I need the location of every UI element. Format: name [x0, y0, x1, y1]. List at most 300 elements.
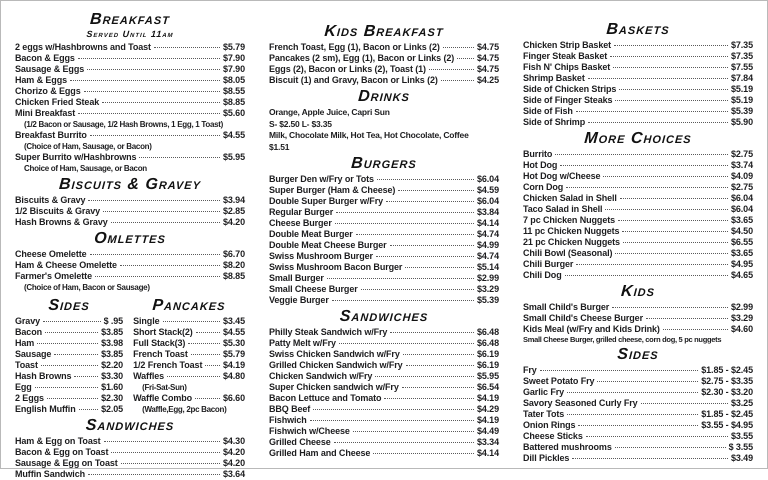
menu-item-price: $8.85 [222, 97, 245, 107]
menu-item-price: $8.20 [222, 260, 245, 270]
menu-item [133, 338, 245, 349]
menu-item [523, 51, 753, 62]
menu-item [523, 376, 753, 387]
dotted-leader [361, 289, 474, 290]
menu-item [269, 42, 499, 53]
menu-item-name: 11 pc Chicken Nuggets [523, 226, 620, 236]
menu-item [133, 316, 245, 327]
menu-item [133, 371, 245, 382]
menu-item-name: French Toast, Egg (1), Bacon or Links (2) [269, 42, 440, 52]
menu-item [269, 174, 499, 185]
menu-item [523, 40, 753, 51]
dotted-leader [565, 275, 728, 276]
dotted-leader [578, 425, 698, 426]
menu-item [15, 86, 245, 97]
menu-item-price: $2.75 [730, 149, 753, 159]
menu-item-name: Sausage & Eggs [15, 64, 85, 74]
menu-item-name: Small Cheese Burger [269, 284, 358, 294]
dotted-leader [588, 122, 728, 123]
dotted-leader [335, 223, 474, 224]
menu-item-name: Chorizo & Eggs [15, 86, 81, 96]
dotted-leader [403, 354, 474, 355]
menu-item-name: Toast [15, 360, 38, 370]
menu-item [15, 349, 123, 360]
menu-item-price: $ .95 [103, 316, 124, 326]
menu-item-price: $3.85 [101, 327, 124, 337]
dotted-leader [555, 154, 728, 155]
dotted-leader [576, 111, 728, 112]
menu-item-price: $4.75 [476, 64, 499, 74]
menu-item-name: 2 Eggs [15, 393, 44, 403]
menu-item-name: Fishwich w/Cheese [269, 426, 350, 436]
menu-item-note: (Waffle,Egg, 2pc Bacon) [142, 405, 227, 414]
menu-item [133, 349, 245, 360]
menu-item-price: $4.65 [730, 270, 753, 280]
menu-item [269, 437, 499, 448]
menu-item [523, 387, 753, 398]
dotted-leader [37, 343, 98, 344]
menu-text-line: $1.51 [269, 141, 290, 152]
menu-item-name: Gravy [15, 316, 41, 326]
section-subtitle-breakfast: Served Until 11am [86, 29, 174, 39]
menu-text-line: Milk, Chocolate Milk, Hot Tea, Hot Chocolate, Coffee [269, 130, 469, 140]
menu-item [269, 251, 499, 262]
menu-item [523, 324, 753, 335]
menu-item-name: Cheese Sticks [523, 431, 583, 441]
menu-item-name: 1/2 Biscuits & Gravy [15, 206, 101, 216]
dotted-leader [78, 58, 220, 59]
menu-item-name: Sweet Potato Fry [523, 376, 595, 386]
menu-item [523, 73, 753, 84]
menu-item [15, 249, 245, 260]
dotted-leader [356, 234, 474, 235]
menu-item [15, 75, 245, 86]
menu-item-price: $4.59 [476, 185, 499, 195]
dotted-leader [336, 212, 474, 213]
dotted-leader [88, 200, 220, 201]
menu-item-name: Swiss Mushroom Burger [269, 251, 373, 261]
menu-item-price: $5.30 [222, 338, 245, 348]
menu-item-name: Savory Seasoned Curly Fry [523, 398, 638, 408]
menu-item [269, 218, 499, 229]
dotted-leader [196, 332, 220, 333]
dotted-leader [90, 254, 220, 255]
menu-item-name: Hash Browns & Gravy [15, 217, 108, 227]
section-header-sandwiches: Sandwiches [85, 417, 175, 434]
menu-item [523, 453, 753, 464]
dotted-leader [188, 343, 220, 344]
menu-item-name: Taco Salad in Shell [523, 204, 603, 214]
menu-item-price: $4.19 [476, 393, 499, 403]
menu-item [523, 62, 753, 73]
menu-item [15, 108, 245, 119]
menu-item [269, 53, 499, 64]
menu-item-name: Sausage & Egg on Toast [15, 458, 118, 468]
menu-item [269, 273, 499, 284]
menu-item-price: $1.85 - $2.45 [701, 365, 753, 375]
menu-item-name: Chicken Fried Steak [15, 97, 100, 107]
menu-item-price: $3.65 [730, 248, 753, 258]
dotted-leader [332, 300, 474, 301]
menu-item-name: Burger Den w/Fry or Tots [269, 174, 374, 184]
dotted-leader [310, 420, 474, 421]
menu-item-price: $3.45 [222, 316, 245, 326]
menu-item-name: Ham & Egg on Toast [15, 436, 101, 446]
dotted-leader [84, 91, 220, 92]
menu-item-name: Fish N' Chips Basket [523, 62, 611, 72]
menu-item [269, 229, 499, 240]
menu-item-name: 21 pc Chicken Nuggets [523, 237, 620, 247]
menu-item [523, 204, 753, 215]
section-burgers [269, 156, 499, 306]
menu-item-name: Chicken Strip Basket [523, 40, 612, 50]
dotted-leader [121, 463, 220, 464]
dotted-leader [429, 69, 474, 70]
section-more-choices [523, 131, 753, 281]
menu-item [269, 185, 499, 196]
dotted-leader [327, 278, 474, 279]
menu-item-price: $5.19 [730, 95, 753, 105]
dotted-leader [597, 381, 698, 382]
menu-item-price: $4.95 [730, 259, 753, 269]
dotted-leader [540, 370, 699, 371]
section-baskets [523, 22, 753, 128]
dotted-leader [615, 253, 728, 254]
menu-item-name: Double Meat Cheese Burger [269, 240, 387, 250]
section-sandwiches [269, 309, 499, 459]
menu-item-name: Side of Finger Steaks [523, 95, 613, 105]
menu-column-right [523, 9, 753, 462]
menu-item-name: Full Stack(3) [133, 338, 186, 348]
section-sides-pancakes [15, 295, 245, 415]
menu-item [523, 215, 753, 226]
menu-item-note: (Choice of Ham, Sausage, or Bacon) [24, 142, 152, 151]
dotted-leader [47, 398, 98, 399]
menu-item-name: Bacon [15, 327, 43, 337]
menu-item-name: Garlic Fry [523, 387, 565, 397]
menu-item [269, 64, 499, 75]
menu-item-name: Single [133, 316, 160, 326]
menu-item-note: (Fri-Sat-Sun) [142, 383, 187, 392]
menu-item-name: Egg [15, 382, 32, 392]
menu-item-price: $4.30 [222, 436, 245, 446]
menu-item [523, 237, 753, 248]
menu-item-price: $3.34 [476, 437, 499, 447]
dotted-leader [603, 176, 728, 177]
menu-item-price: $4.80 [222, 371, 245, 381]
menu-item [15, 469, 245, 480]
dotted-leader [390, 332, 474, 333]
menu-item [269, 404, 499, 415]
menu-item-name: Bacon Lettuce and Tomato [269, 393, 382, 403]
dotted-leader [406, 365, 474, 366]
menu-item-price: $6.04 [476, 174, 499, 184]
dotted-leader [457, 58, 474, 59]
menu-item-name: Chili Burger [523, 259, 574, 269]
menu-item-price: $3.25 [730, 398, 753, 408]
menu-item-price: $6.55 [730, 237, 753, 247]
menu-item-name: Farmer's Omelette [15, 271, 92, 281]
menu-item-price: $8.85 [222, 271, 245, 281]
menu-column-left [15, 9, 245, 479]
section-header-kids-breakfast: Kids Breakfast [323, 23, 445, 40]
menu-item-name: French Toast [133, 349, 188, 359]
dotted-leader [88, 474, 220, 475]
section-header-sides: Sides [47, 297, 91, 314]
menu-item-name: Hot Dog [523, 160, 558, 170]
menu-item-price: $4.25 [476, 75, 499, 85]
dotted-leader [41, 365, 98, 366]
menu-item-name: Chili Dog [523, 270, 562, 280]
menu-item [15, 53, 245, 64]
section-kids-breakfast [269, 24, 499, 86]
menu-item-name: Grilled Cheese [269, 437, 331, 447]
menu-item-name: Chicken Sandwich w/Fry [269, 371, 373, 381]
menu-item-name: Side of Shrimp [523, 117, 586, 127]
dotted-leader [623, 242, 728, 243]
menu-item [523, 365, 753, 376]
menu-item [523, 193, 753, 204]
dotted-leader [313, 409, 474, 410]
dotted-leader [154, 47, 220, 48]
menu-item [523, 84, 753, 95]
menu-item [269, 371, 499, 382]
section-sides [15, 295, 123, 415]
menu-item-price: $4.99 [476, 240, 499, 250]
section-kids [523, 284, 753, 344]
menu-item-name: 7 pc Chicken Nuggets [523, 215, 616, 225]
menu-item [523, 313, 753, 324]
dotted-leader [567, 414, 698, 415]
dotted-leader [402, 387, 474, 388]
menu-item-price: $5.14 [476, 262, 499, 272]
dotted-leader [79, 409, 98, 410]
menu-item [269, 295, 499, 306]
menu-item-name: Grilled Chicken Sandwich w/Fry [269, 360, 403, 370]
dotted-leader [588, 78, 728, 79]
menu-item-name: Biscuits & Gravy [15, 195, 86, 205]
menu-item-name: Super Chicken sandwich w/Fry [269, 382, 399, 392]
menu-item-price: $7.90 [222, 53, 245, 63]
menu-item-price: $5.60 [222, 108, 245, 118]
menu-item [523, 95, 753, 106]
dotted-leader [572, 458, 728, 459]
dotted-leader [566, 187, 728, 188]
dotted-leader [111, 222, 220, 223]
menu-item-price: $6.60 [222, 393, 245, 403]
menu-item-price: $5.95 [476, 371, 499, 381]
menu-item-name: Eggs (2), Bacon or Links (2), Toast (1) [269, 64, 426, 74]
menu-item [523, 160, 753, 171]
dotted-leader [614, 45, 728, 46]
menu-item-name: Chili Bowl (Seasonal) [523, 248, 613, 258]
menu-item-name: Cheese Burger [269, 218, 332, 228]
menu-item-name: Philly Steak Sandwich w/Fry [269, 327, 388, 337]
menu-item-name: Fry [523, 365, 537, 375]
section-header-sandwiches: Sandwiches [339, 308, 429, 325]
section-header-burgers: Burgers [350, 155, 418, 172]
menu-item [15, 130, 245, 141]
menu-item-price: $6.04 [476, 196, 499, 206]
menu-item-price: $4.75 [476, 53, 499, 63]
menu-item [523, 248, 753, 259]
section-drinks [269, 89, 499, 153]
dotted-leader [619, 89, 728, 90]
dotted-leader [377, 179, 474, 180]
menu-item-name: Onion Rings [523, 420, 576, 430]
menu-item-price: $4.20 [222, 458, 245, 468]
menu-item-name: Biscuit (1) and Gravy, Bacon or Links (2) [269, 75, 438, 85]
menu-item-name: Regular Burger [269, 207, 334, 217]
menu-item [15, 152, 245, 163]
menu-item-name: Kids Meal (w/Fry and Kids Drink) [523, 324, 660, 334]
menu-item-name: Waffle Combo [133, 393, 193, 403]
menu-item [523, 270, 753, 281]
menu-item-price: $3.29 [730, 313, 753, 323]
menu-item [523, 182, 753, 193]
menu-item [269, 75, 499, 86]
menu-item [523, 259, 753, 270]
dotted-leader [95, 276, 220, 277]
section-header-drinks: Drinks [357, 88, 411, 105]
menu-item-price: $2.30 [101, 393, 124, 403]
menu-item [269, 196, 499, 207]
dotted-leader [620, 198, 728, 199]
dotted-leader [641, 403, 728, 404]
dotted-leader [103, 211, 220, 212]
menu-item-name: BBQ Beef [269, 404, 311, 414]
menu-item-price: $5.39 [730, 106, 753, 116]
menu-item-name: Shrimp Basket [523, 73, 585, 83]
section-header-pancakes: Pancakes [151, 297, 227, 314]
menu-item-price: $3.29 [476, 284, 499, 294]
menu-item-price: $4.55 [222, 327, 245, 337]
menu-item-price: $4.49 [476, 426, 499, 436]
dotted-leader [45, 332, 98, 333]
menu-item-note: (Choice of Ham, Bacon or Sausage) [24, 283, 150, 292]
menu-item-price: $6.19 [476, 360, 499, 370]
menu-item [523, 302, 753, 313]
menu-item-name: Short Stack(2) [133, 327, 193, 337]
menu-item-name: Muffin Sandwich [15, 469, 85, 479]
dotted-leader [586, 436, 728, 437]
menu-item [269, 240, 499, 251]
menu-item-price: $4.19 [222, 360, 245, 370]
menu-item [133, 327, 245, 338]
section-biscuits-gravey [15, 177, 245, 228]
menu-item [15, 42, 245, 53]
menu-item [15, 338, 123, 349]
menu-item [523, 226, 753, 237]
dotted-leader [605, 209, 728, 210]
dotted-leader [622, 231, 728, 232]
menu-item [133, 393, 245, 404]
menu-item [523, 409, 753, 420]
dotted-leader [375, 376, 474, 377]
menu-item-price: $4.20 [222, 447, 245, 457]
menu-item [133, 360, 245, 371]
menu-item [15, 327, 123, 338]
menu-item-price: $2.30 - $3.20 [701, 387, 753, 397]
menu-item [269, 415, 499, 426]
menu-item-name: Mini Breakfast [15, 108, 76, 118]
menu-item-price: $1.85 - $2.45 [701, 409, 753, 419]
dotted-leader [54, 354, 98, 355]
dotted-leader [102, 102, 220, 103]
menu-item [269, 349, 499, 360]
dotted-leader [353, 431, 474, 432]
menu-item [15, 458, 245, 469]
section-header-breakfast: Breakfast [89, 11, 171, 28]
dotted-leader [384, 398, 474, 399]
menu-item [15, 260, 245, 271]
menu-item-price: $7.84 [730, 73, 753, 83]
menu-item-name: Dill Pickles [523, 453, 570, 463]
menu-item-name: Small Child's Burger [523, 302, 610, 312]
menu-item [15, 436, 245, 447]
menu-item-price: $5.19 [730, 84, 753, 94]
dotted-leader [205, 365, 220, 366]
menu-item-name: 2 eggs w/Hashbrowns and Toast [15, 42, 151, 52]
menu-item-name: Small Burger [269, 273, 324, 283]
menu-item-price: $3.94 [222, 195, 245, 205]
menu-item-price: $3.64 [222, 469, 245, 479]
menu-item [15, 206, 245, 217]
menu-item [15, 64, 245, 75]
menu-item [269, 393, 499, 404]
menu-item-price: $4.14 [476, 448, 499, 458]
menu-item [15, 404, 123, 415]
dotted-leader [195, 398, 220, 399]
menu-item-name: Pancakes (2 sm), Egg (1), Bacon or Links (2) [269, 53, 455, 63]
dotted-leader [43, 321, 101, 322]
menu-item-name: Chicken Salad in Shell [523, 193, 617, 203]
menu-item-name: Swiss Mushroom Bacon Burger [269, 262, 403, 272]
menu-item-price: $3.65 [730, 215, 753, 225]
menu-item-name: Breakfast Burrito [15, 130, 87, 140]
menu-item-price: $7.35 [730, 51, 753, 61]
menu-item [269, 382, 499, 393]
menu-text-line: S- $2.50 L- $3.35 [269, 118, 332, 129]
menu-item-name: Battered mushrooms [523, 442, 612, 452]
menu-item-price: $6.48 [476, 327, 499, 337]
menu-item-name: Super Burger (Ham & Cheese) [269, 185, 396, 195]
section-omlettes [15, 231, 245, 293]
menu-column-center [269, 9, 499, 462]
section-header-more-choices: More Choices [583, 130, 693, 147]
menu-item-name: Hash Browns [15, 371, 72, 381]
section-header-kids: Kids [620, 283, 656, 300]
menu-item [523, 171, 753, 182]
menu-item [523, 117, 753, 128]
menu-item-price: $4.74 [476, 251, 499, 261]
menu-item-name: Small Child's Cheese Burger [523, 313, 643, 323]
menu-item-name: Fishwich [269, 415, 307, 425]
section-header-biscuits-gravey: Biscuits & Gravey [58, 176, 202, 193]
menu-item-note: Small Cheese Burger, grilled cheese, corn dog, 5 pc nuggets [523, 335, 722, 344]
dotted-leader [139, 157, 220, 158]
dotted-leader [90, 135, 220, 136]
menu-item-price: $2.05 [101, 404, 124, 414]
menu-item-price: $3.55 [730, 431, 753, 441]
menu-item-price: $4.09 [730, 171, 753, 181]
menu-item-price: $2.99 [730, 302, 753, 312]
menu-item-price: $3.55 - $4.95 [701, 420, 753, 430]
menu-item-name: Ham & Cheese Omelette [15, 260, 117, 270]
menu-item [15, 271, 245, 282]
dotted-leader [376, 256, 474, 257]
dotted-leader [78, 113, 220, 114]
